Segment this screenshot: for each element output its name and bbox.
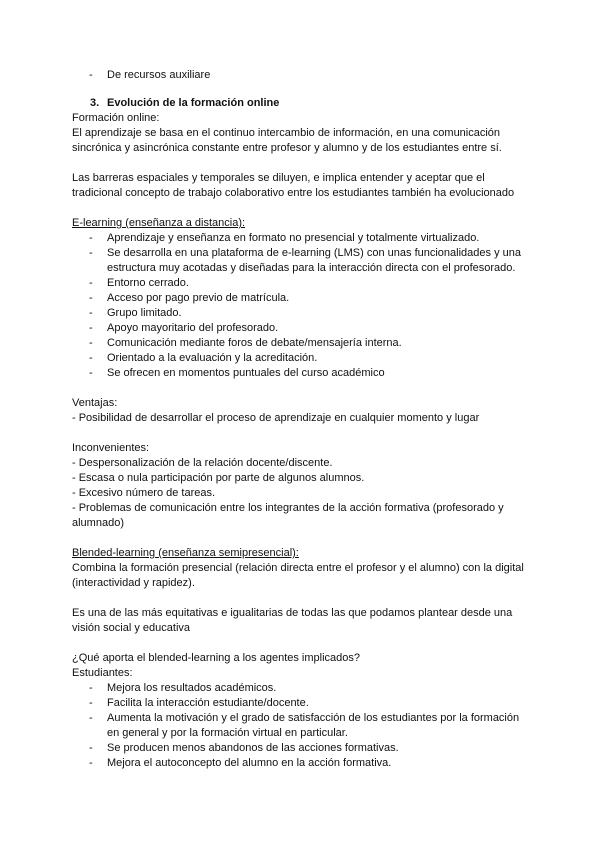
disadvantage-line: - Problemas de comunicación entre los integrantes de la acción formativa (profesorado y alumnado) [72,502,504,529]
blended-heading: Blended-learning (enseñanza semipresencial): [72,547,299,559]
blended-question: ¿Qué aporta el blended-learning a los agentes implicados? [72,652,361,664]
disadvantage-line: - Escasa o nula participación por parte de algunos alumnos. [72,472,365,484]
section-title: Evolución de la formación online [107,97,280,109]
list-item: - Orientado a la evaluación y la acreditación. [72,351,532,366]
list-item: - Se ofrecen en momentos puntuales del curso académico [72,366,532,381]
online-training-paragraph-2: Las barreras espaciales y temporales se diluyen, e implica entender y aceptar que el tradicional concepto de trabajo colaborativo entre los estudiantes también ha evolucionado [72,172,515,199]
list-item: - Se desarrolla en una plataforma de e-learning (LMS) con unas funcionalidades y una estructura muy acotadas y diseñadas para la interacción directa con el profesorado. [72,246,532,276]
disadvantage-line: - Despersonalización de la relación docente/discente. [72,457,333,469]
online-training-label: Formación online: [72,112,160,124]
advantage-line: - Posibilidad de desarrollar el proceso de aprendizaje en cualquier momento y lugar [72,412,480,424]
section-heading [72,96,532,111]
list-item: - Mejora los resultados académicos. [72,681,532,696]
list-item: - Acceso por pago previo de matrícula. [72,291,532,306]
document-page [72,68,532,771]
students-benefits-list [72,681,532,771]
list-item: - Entorno cerrado. [72,276,532,291]
elearning-list [72,231,532,381]
list-item: - Aumenta la motivación y el grado de satisfacción de los estudiantes por la formación en general y por la formación virtual en particular. [72,711,532,741]
blended-paragraph-1: Combina la formación presencial (relación directa entre el profesor y el alumno) con la digital (interactividad y rapidez). [72,562,524,589]
list-item: - Se producen menos abandonos de las acciones formativas. [72,741,532,756]
auxiliary-resources-list [72,68,532,83]
list-item: - Apoyo mayoritario del profesorado. [72,321,532,336]
list-item: - Facilita la interacción estudiante/docente. [72,696,532,711]
list-item: - Mejora el autoconcepto del alumno en la acción formativa. [72,756,532,771]
blended-paragraph-2: Es una de las más equitativas e igualitarias de todas las que podamos plantear desde una visión social y educativa [72,607,513,634]
online-training-paragraph-1: El aprendizaje se basa en el continuo intercambio de información, en una comunicación sincrónica y asincrónica constante entre profesor y alumno y de los estudiantes entre sí. [72,127,502,154]
disadvantages-label: Inconvenientes: [72,442,150,454]
list-item: - Aprendizaje y enseñanza en formato no presencial y totalmente virtualizado. [72,231,532,246]
section-number: 3. [90,97,100,109]
students-label: Estudiantes: [72,667,133,679]
list-item: - Grupo limitado. [72,306,532,321]
list-item: - Comunicación mediante foros de debate/mensajería interna. [72,336,532,351]
elearning-heading: E-learning (enseñanza a distancia): [72,217,246,229]
list-item: - De recursos auxiliare [72,68,532,83]
disadvantage-line: - Excesivo número de tareas. [72,487,216,499]
advantages-label: Ventajas: [72,397,118,409]
